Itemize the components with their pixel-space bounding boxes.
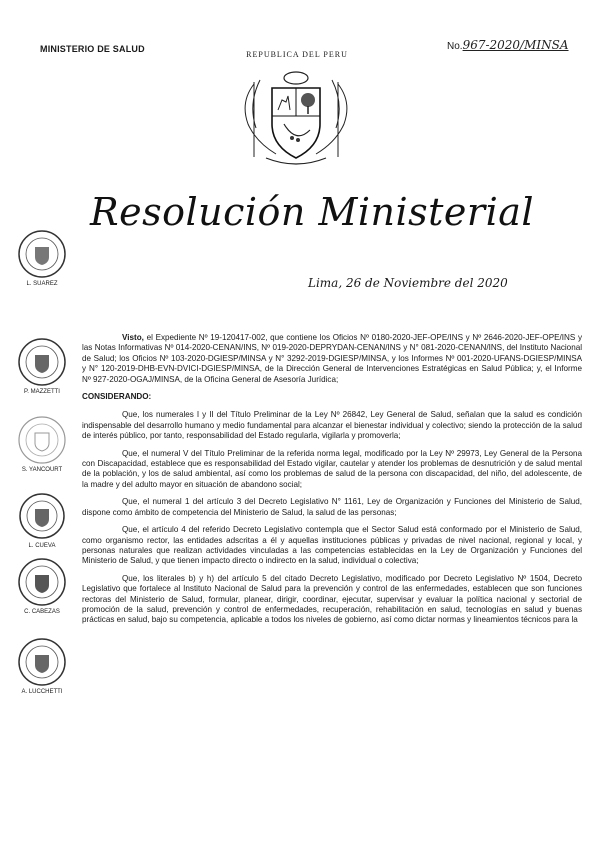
body-paragraph: Que, los numerales I y II del Título Preliminar de la Ley Nº 26842, Ley General de Salud, señalan que la salud es condición indispensable del desarrollo humano y medio fundamental para alcanzar el bienestar individual y colectivo; siendo la protección de la salud de interés público, por tanto, responsabilidad del Estado regularla, vigilarla y promoverla;: [82, 410, 582, 441]
visto-text: el Expediente Nº 19-120417-002, que contiene los Oficios Nº 0180-2020-JEF-OPE/INS y Nº 2646-2020-JEF-OPE/INS y las Notas Informativas Nº 014-2020-CENAN/INS, Nº 019-2020-DEPRYDAN-CENAN/INS y N° 081-2020-CENAN/INS, del Instituto Nacional de Salud; los Oficios Nº 103-2020-DGIESP/MINSA y N° 3292-2019-DGIESP/MINSA, y los Informes Nº 001-2020-UFANS-DGIESP/MINSA y N° 120-2019-DHB-EVN-DVICI-DGIESP/MINSA, de la Dirección General de Intervenciones Estratégicas en Salud Pública; y, el Informe Nº 927-2020-OGAJ/MINSA, de la Oficina General de Asesoría Jurídica;: [82, 333, 582, 384]
approval-seal: [16, 636, 68, 695]
ministry-seal-icon: [16, 336, 68, 388]
document-title: Resolución Ministerial: [90, 190, 535, 234]
seal-signature: C. CABEZAS: [24, 609, 60, 615]
coat-of-arms-icon: [226, 62, 366, 172]
body-paragraph: Que, el numeral 1 del artículo 3 del Decreto Legislativo N° 1161, Ley de Organización y Funciones del Ministerio de Salud, dispone como ámbito de competencia del Ministerio de Salud, la salud de las personas;: [82, 497, 582, 517]
considerando-heading: CONSIDERANDO:: [82, 392, 152, 402]
ministry-seal-icon: [16, 414, 68, 466]
approval-seal: [16, 336, 68, 395]
seal-signature: L. CUEVA: [28, 543, 56, 549]
ministry-seal-icon: [16, 636, 68, 688]
document-body: [82, 333, 582, 633]
seal-signature: P. MAZZETTI: [24, 389, 60, 395]
body-paragraph: Que, los literales b) y h) del artículo 5 del citado Decreto Legislativo, modificado por Decreto Legislativo Nº 1504, Decreto Legislativo que fortalece al Instituto Nacional de Salud para la prevención y control de las enfermedades, establecen que son funciones rectoras del Ministerio de Salud, formular, planear, dirigir, coordinar, ejecutar, supervisar y evaluar la política nacional y sectorial de promoción de la salud, prevención y control de enfermedades, recuperación, rehabilitación en salud, tecnologías en salud y buenas prácticas en salud, bajo su competencia, aplicable a todos los niveles de gobierno, así como dictar normas y lineamientos técnicos para la: [82, 573, 582, 625]
resolution-number: [447, 38, 569, 52]
visto-label: Visto,: [122, 333, 144, 342]
seal-signature: L. SUAREZ: [26, 281, 58, 287]
body-paragraph: Que, el numeral V del Título Preliminar de la referida norma legal, modificado por la Ley Nº 29973, Ley General de la Persona con Discapacidad, establece que es responsabilidad del Estado vigilar, cautelar y atender los problemas de desnutrición y de salud mental de la población, y los de salud ambiental, así como los problemas de salud de la persona con discapacidad, del niño, del adolescente, de la madre y del adulto mayor en situación de abandono social;: [82, 448, 582, 489]
emblem-arc-text: REPUBLICA DEL PERU: [246, 50, 348, 59]
body-paragraph: Que, el artículo 4 del referido Decreto Legislativo contempla que el Sector Salud está conformado por el Ministerio de Salud, como organismo rector, las entidades adscritas a él y aquellas instituciones públicas y privadas de nivel nacional, regional y local, y personas naturales que realizan actividades vinculadas a las competencias establecidas en la Ley de Organización y Funciones del Ministerio de Salud, y que tienen impacto directo o indirecto en la salud, individual o colectiva;: [82, 525, 582, 566]
resolution-number-handwritten: 967-2020/MINSA: [462, 38, 569, 52]
approval-seal: [16, 556, 68, 615]
seal-signature: A. LUCCHETTI: [21, 689, 63, 695]
approval-seal: [16, 414, 68, 473]
ministry-seal-icon: [16, 490, 68, 542]
resolution-number-prefix: No.: [447, 41, 463, 52]
seal-signature: S. YANCOURT: [21, 467, 63, 473]
approval-seal: [16, 490, 68, 549]
visto-paragraph: [82, 333, 582, 385]
ministry-seal-icon: [16, 228, 68, 280]
ministry-seal-icon: [16, 556, 68, 608]
approval-seal: [16, 228, 68, 287]
date-line: Lima, 26 de Noviembre del 2020: [308, 276, 508, 290]
ministry-header: MINISTERIO DE SALUD: [40, 44, 145, 54]
